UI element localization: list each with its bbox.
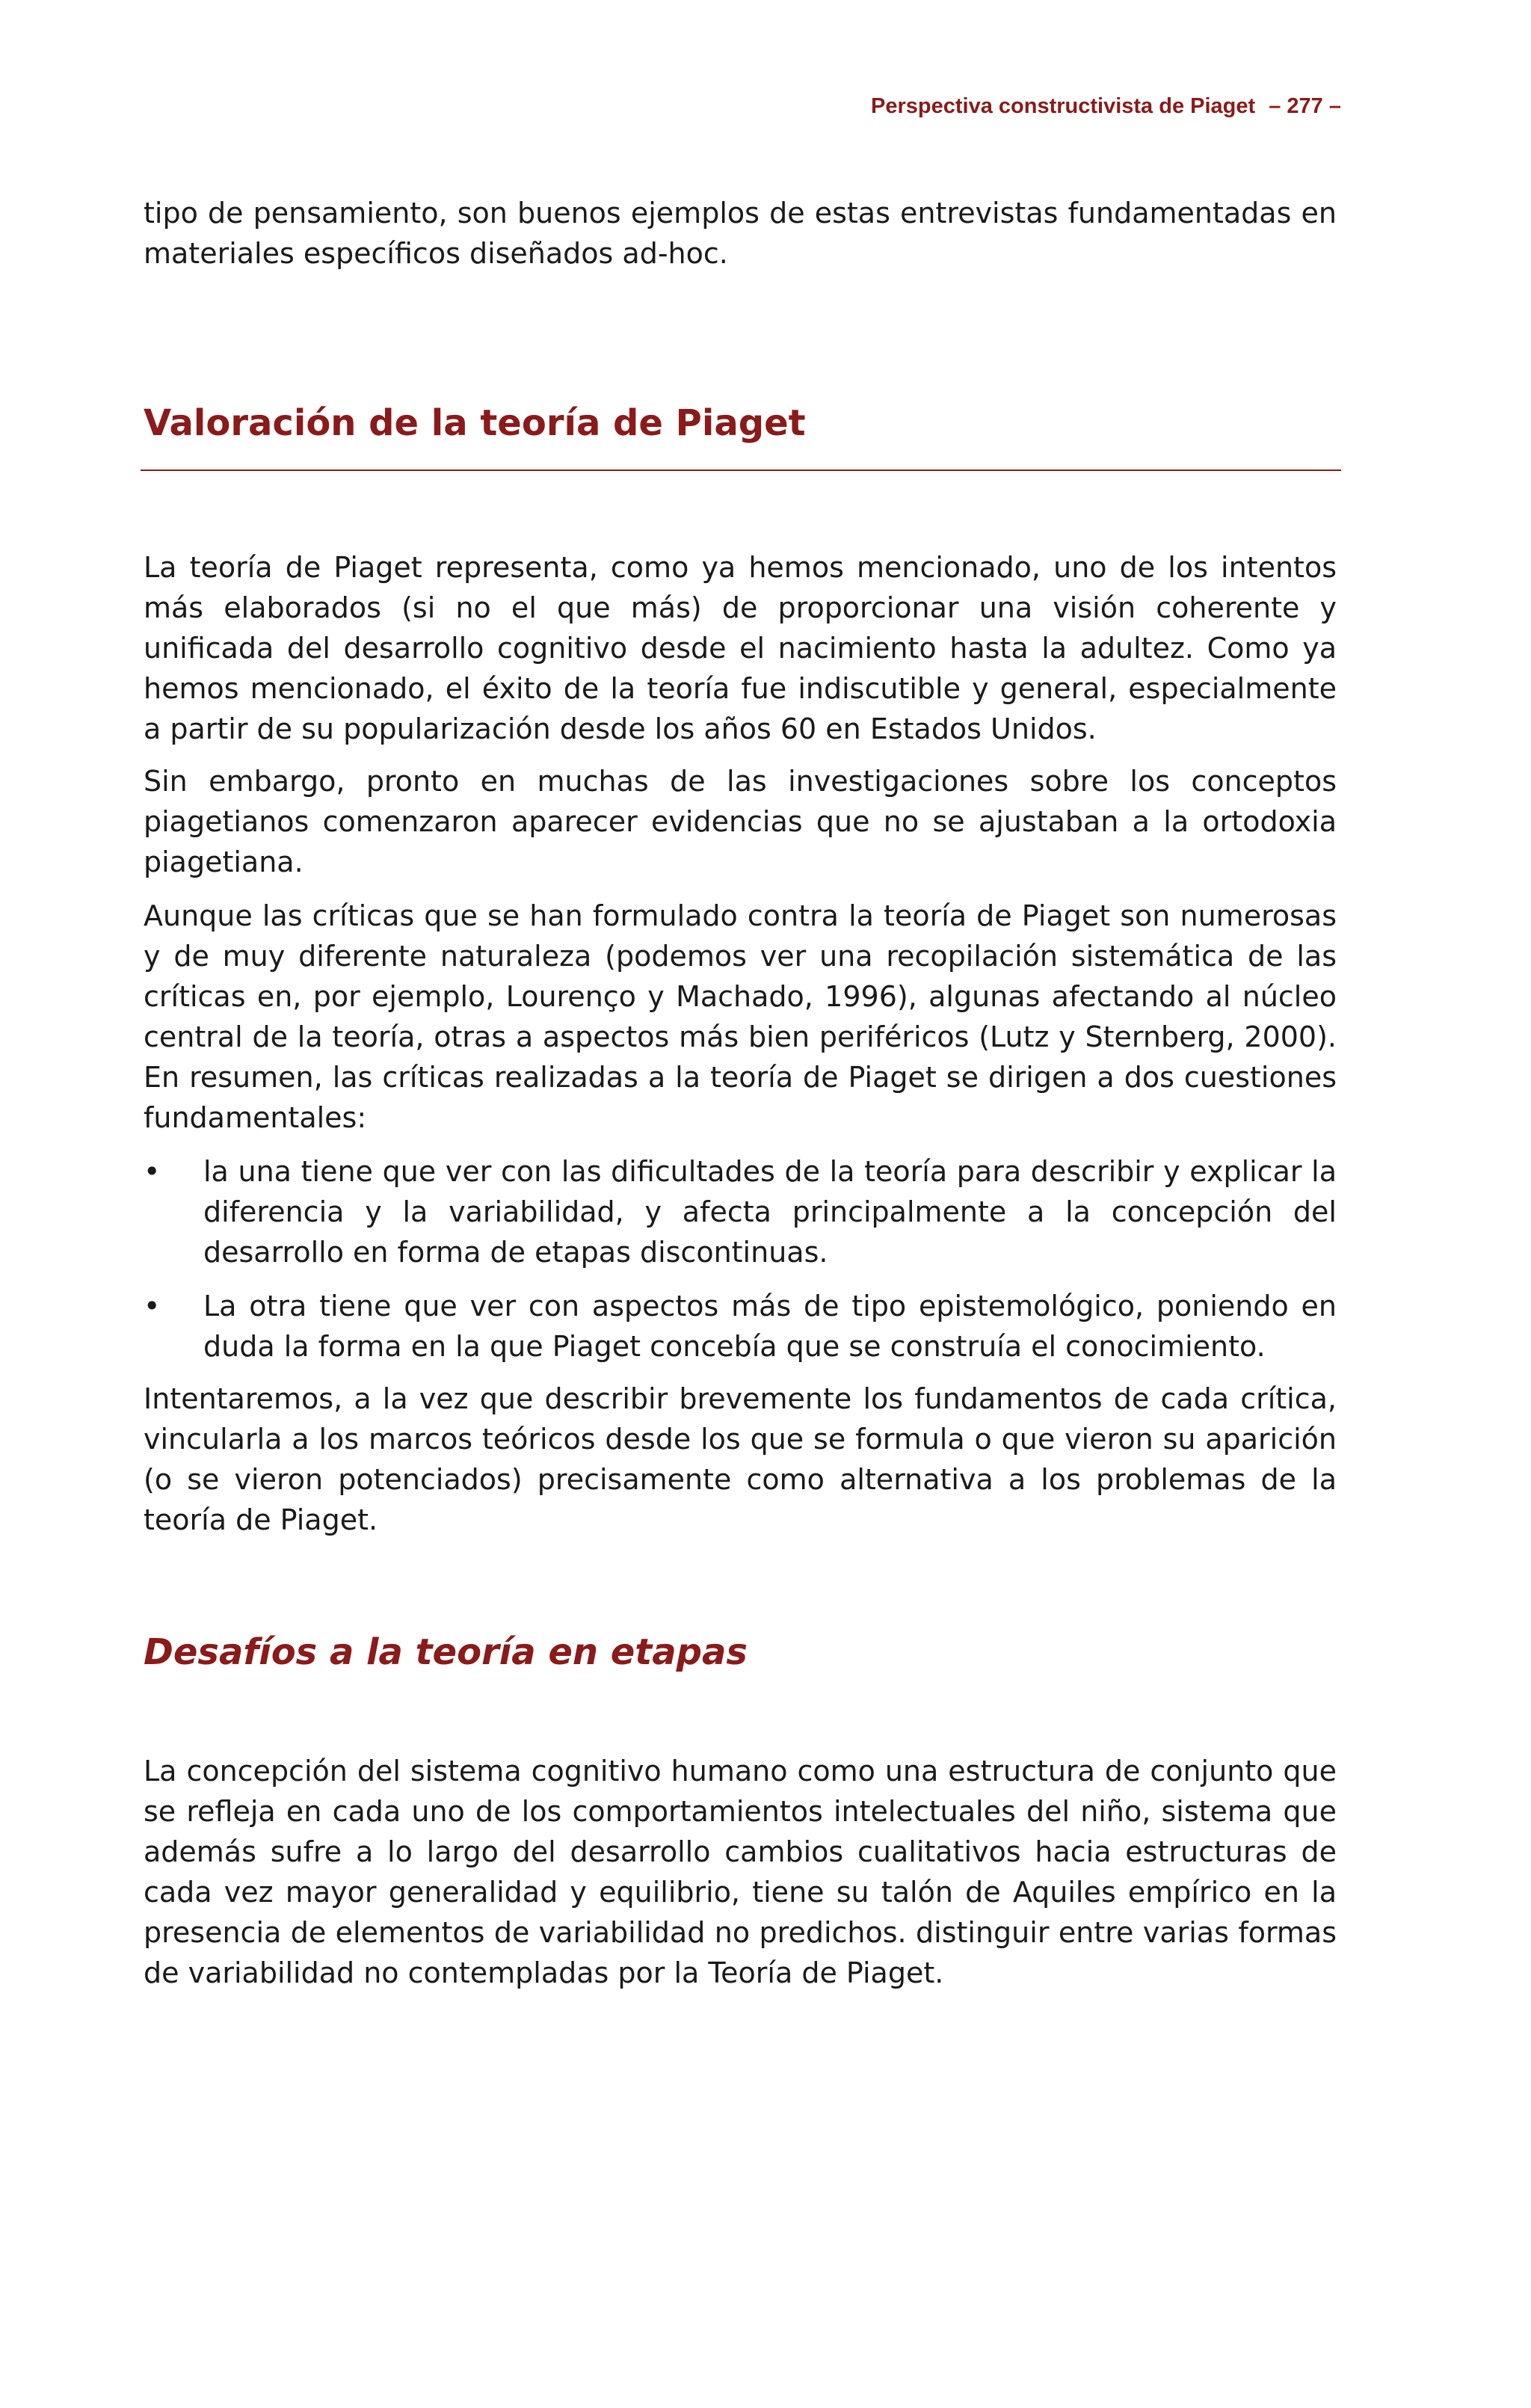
section-heading-valoracion: Valoración de la teoría de Piaget [144, 402, 806, 444]
paragraph-valoracion-2: Sin embargo, pronto en muchas de las investigaciones sobre los conceptos piagetianos comenzaron aparecer evidencias que no se ajustaban a la ortodoxia piagetiana. [144, 765, 1337, 878]
bullet-icon: • [144, 1155, 161, 1188]
running-title: Perspectiva constructivista de Piaget [871, 94, 1256, 118]
heading-divider [141, 469, 1341, 471]
list-item-text: La otra tiene que ver con aspectos más de tipo epistemológico, poniendo en duda la forma en la que Piaget concebía que se construía el conocimiento. [203, 1290, 1337, 1363]
bullet-icon: • [144, 1290, 161, 1322]
running-header [871, 94, 1341, 119]
paragraph-valoracion-closing: Intentaremos, a la vez que describir brevemente los fundamentos de cada crítica, vincularla a los marcos teóricos desde los que se formula o que vieron su aparición (o se vieron potenciados) precisamente como alternativa a los problemas de la teoría de Piaget. [144, 1382, 1337, 1536]
section-heading-desafios: Desafíos a la teoría en etapas [144, 1631, 748, 1673]
criticism-list [144, 1151, 1337, 1367]
paragraph-valoracion-1: La teoría de Piaget representa, como ya hemos mencionado, uno de los intentos más elaborados (si no el que más) de proporcionar una visión coherente y unificada del desarrollo cognitivo desde el nacimiento hasta la adultez. Como ya hemos mencionado, el éxito de la teoría fue indiscutible y general, especialmente a partir de su popularización desde los años 60 en Estados Unidos. [144, 551, 1337, 745]
intro-paragraph: tipo de pensamiento, son buenos ejemplos de estas entrevistas fundamentadas en materiales específicos diseñados ad-hoc. [144, 197, 1337, 270]
page-number: – 277 – [1269, 94, 1341, 118]
paragraph-valoracion-3: Aunque las críticas que se han formulado contra la teoría de Piaget son numerosas y de muy diferente naturaleza (podemos ver una recopilación sistemática de las críticas en, por ejemplo, Lourenço y Machado, 1996), algunas afectando al núcleo central de la teoría, otras a aspectos más bien periféricos (Lutz y Sternberg, 2000). En resumen, las críticas realizadas a la teoría de Piaget se dirigen a dos cuestiones fundamentales: [144, 899, 1337, 1134]
list-item [144, 1286, 1337, 1367]
paragraph-desafios-1: La concepción del sistema cognitivo humano como una estructura de conjunto que se refleja en cada uno de los comportamientos intelectuales del niño, sistema que además sufre a lo largo del desarrollo cambios cualitativos hacia estructuras de cada vez mayor generalidad y equilibrio, tiene su talón de Aquiles empírico en la presencia de elementos de variabilidad no predichos. distinguir entre varias formas de variabilidad no contempladas por la Teoría de Piaget. [144, 1755, 1337, 1989]
list-item-text: la una tiene que ver con las dificultades de la teoría para describir y explicar la diferencia y la variabilidad, y afecta principalmente a la concepción del desarrollo en forma de etapas discontinuas. [203, 1155, 1337, 1269]
list-item [144, 1151, 1337, 1272]
